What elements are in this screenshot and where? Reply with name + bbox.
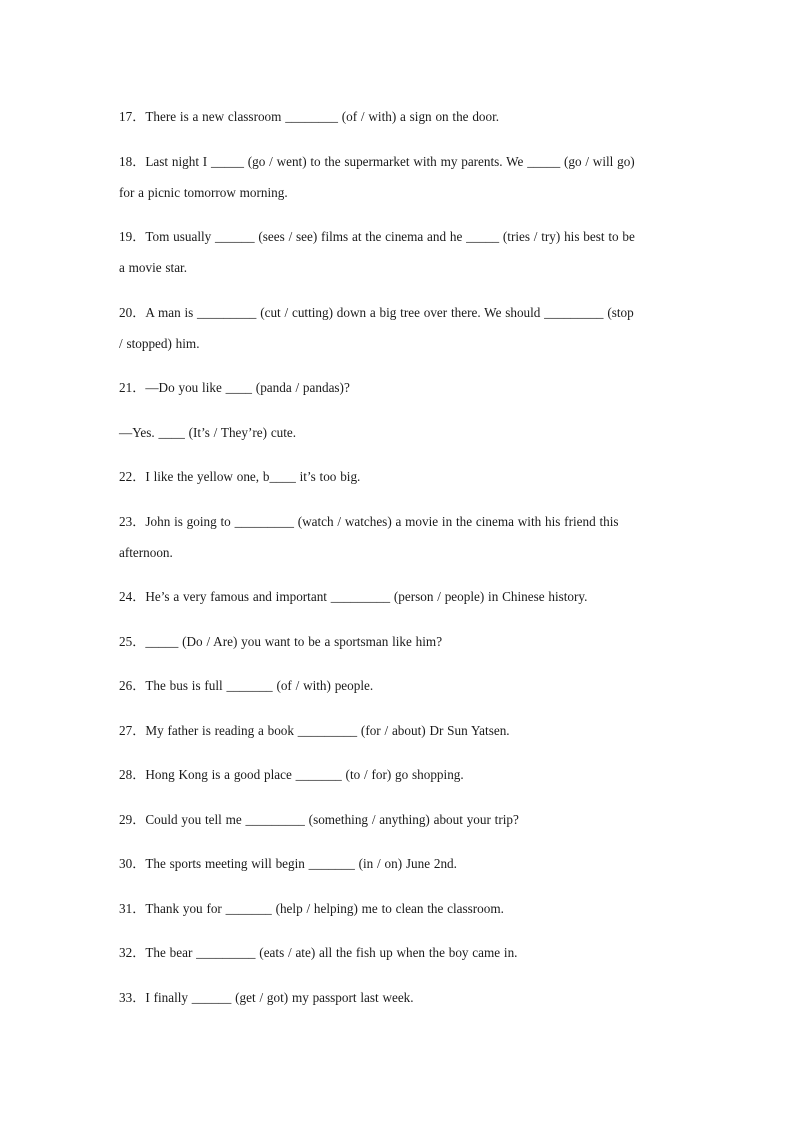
question-line: 27．My father is reading a book _________ (for / about) Dr Sun Yatsen. xyxy=(119,722,510,738)
question-30 xyxy=(119,848,674,879)
question-line: 17．There is a new classroom ________ (of / with) a sign on the door. xyxy=(119,109,500,124)
question-27 xyxy=(119,715,674,746)
question-29 xyxy=(119,804,674,835)
question-line: afternoon. xyxy=(119,544,173,560)
question-33 xyxy=(119,982,674,1013)
question-25 xyxy=(119,626,674,657)
question-22 xyxy=(119,461,674,492)
question-31 xyxy=(119,893,674,924)
question-line: 33．I finally ______ (get / got) my passport last week. xyxy=(119,989,414,1005)
question-line: —Yes. ____ (It’s / They’re) cute. xyxy=(119,424,297,440)
question-line: 31．Thank you for _______ (help / helping) me to clean the classroom. xyxy=(119,900,504,916)
question-line: 25．_____ (Do / Are) you want to be a sportsman like him? xyxy=(119,633,443,649)
question-line: / stopped) him. xyxy=(119,335,200,351)
question-line: 22．I like the yellow one, b____ it’s too big. xyxy=(119,469,361,484)
question-26 xyxy=(119,670,674,701)
question-21 xyxy=(119,372,674,403)
question-line: 30．The sports meeting will begin _______ (in / on) June 2nd. xyxy=(119,856,457,871)
question-line: 26．The bus is full _______ (of / with) people. xyxy=(119,678,374,693)
question-line: for a picnic tomorrow morning. xyxy=(119,184,288,200)
question-21-answer xyxy=(119,417,674,448)
question-28 xyxy=(119,759,674,790)
question-17 xyxy=(119,101,674,132)
question-line: 23．John is going to _________ (watch / watches) a movie in the cinema with his friend this xyxy=(119,513,619,529)
question-list xyxy=(119,101,674,1026)
question-23 xyxy=(119,506,674,568)
question-line: 29．Could you tell me _________ (something / anything) about your trip? xyxy=(119,811,519,827)
question-18 xyxy=(119,146,674,208)
question-line: 21．—Do you like ____ (panda / pandas)? xyxy=(119,380,350,395)
question-24 xyxy=(119,581,674,612)
question-line: 20．A man is _________ (cut / cutting) down a big tree over there. We should _________ (stop xyxy=(119,304,634,320)
question-line: 24．He’s a very famous and important _________ (person / people) in Chinese history. xyxy=(119,589,588,604)
question-line: 32．The bear _________ (eats / ate) all the fish up when the boy came in. xyxy=(119,945,518,960)
question-line: a movie star. xyxy=(119,260,188,275)
question-line: 19．Tom usually ______ (sees / see) films at the cinema and he _____ (tries / try) his best to be xyxy=(119,229,635,244)
question-20 xyxy=(119,297,674,359)
question-line: 18．Last night I _____ (go / went) to the supermarket with my parents. We _____ (go / will go) xyxy=(119,153,635,169)
question-32 xyxy=(119,937,674,968)
question-line: 28．Hong Kong is a good place _______ (to / for) go shopping. xyxy=(119,767,464,782)
question-19 xyxy=(119,221,674,283)
